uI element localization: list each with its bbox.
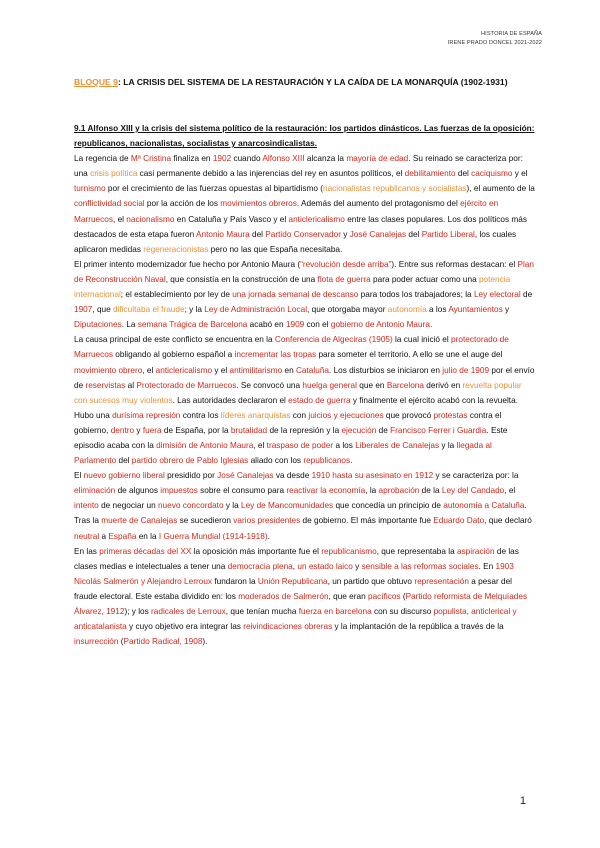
text-run: . [350,456,353,466]
highlighted-text: 1909 [285,320,305,330]
text-run: del [249,229,266,239]
text-run: en [282,365,296,375]
text-run: presidido por [164,471,218,481]
highlighted-text: gobierno de Antonio Maura [330,320,430,330]
highlighted-text: Unión Republicana [257,576,328,586]
text-run: El primer intento modernizador fue hecho por Antonio Maura ( [74,259,301,269]
highlighted-text: brutalidad [230,425,268,435]
highlighted-text: Partido Conservador [265,229,341,239]
paragraph-semana-tragica [74,332,536,468]
text-run: y la [223,501,241,511]
highlighted-text: fuera [142,425,162,435]
highlighted-text: Antonio Maura [196,229,250,239]
header-subject: HISTORIA DE ESPAÑA [481,31,542,37]
highlighted-text: Francisco Ferrer i Guardia [390,425,487,435]
highlighted-text: Ley de Mancomunidades [240,501,334,511]
highlighted-text: anticlericalismo [288,214,345,224]
highlighted-text: movimientos obreros [220,199,297,209]
highlighted-text: varios presidentes [233,516,301,526]
highlighted-text: fuerza en barcelona [298,607,372,616]
text-run: de algunos [115,486,161,496]
text-run: . En [478,561,496,571]
highlighted-text: protectorado de Marruecos [74,335,509,360]
text-run: . Su reinado se caracteriza por: una [74,154,523,179]
bloque-colon: : [117,77,121,87]
highlighted-text: Ley del Candado [441,486,505,496]
text-run: de gobierno. El más importante fue [300,516,434,526]
highlighted-text: nacionalistas republicanos y socialistas [323,184,467,194]
text-run: aliado con los [248,456,304,466]
text-run: , que consistía en la construcción de una [165,274,318,284]
highlighted-text: estado de guerra [288,395,351,405]
text-run: , un partido que obtuvo [327,576,415,586]
text-run: y la [439,440,457,450]
text-run: La regencia de [74,154,131,164]
highlighted-text: anticlericalismo [155,365,213,375]
highlighted-text: antimilitarismo [229,365,283,375]
text-run: para poder actuar como una [370,274,479,284]
highlighted-text: juicios y ejecuciones [308,410,384,420]
highlighted-text: eliminación [74,486,116,496]
text-run: , la [365,486,379,496]
text-run: del [455,169,472,179]
text-run: de las clases medias e intelectuales a tener una [74,546,519,571]
highlighted-text: turnismo [74,184,106,194]
document-body [74,121,536,649]
text-run: El [74,471,84,481]
highlighted-text: Plan de Reconstrucción Naval [74,259,534,284]
highlighted-text: revuelta popular con sucesos muy violentos [74,380,522,405]
text-run: , el [504,486,516,496]
highlighted-text: populista, anticlerical y anticatalanista [74,607,517,632]
highlighted-text: ejército en Marruecos [74,199,499,224]
text-run: y cuyo objetivo era integrar las [126,622,244,632]
text-run: ; el establecimiento por ley de [120,290,233,300]
highlighted-text: semana Trágica de Barcelona [137,320,248,330]
text-run: y [352,561,362,571]
highlighted-text: durísima represión [112,410,181,420]
text-run: ); y los [124,607,152,616]
text-run: que provocó [383,410,434,420]
paragraph-republicanismo [74,544,536,650]
highlighted-text: caciquismo [471,169,513,179]
highlighted-text: Partido reformista de Melquíades Álvarez, 1912 [74,591,528,616]
highlighted-text: Eduardo Dato [433,516,485,526]
highlighted-text: 1903 Nicolás Salmerón y Alejandro Lerroux [74,561,514,586]
highlighted-text: protestas [433,410,468,420]
highlighted-text: reactivar la economía [286,486,366,496]
paragraph-maura [74,257,536,332]
highlighted-text: Alfonso XIII [262,154,305,164]
highlighted-text: una jornada semanal de descanso [232,290,359,300]
text-run: con su discurso [371,607,434,616]
highlighted-text: insurrección [74,637,119,647]
highlighted-text: traspaso de poder [266,440,334,450]
text-run: , el [253,440,267,450]
highlighted-text: Partido Radical, 1908 [123,637,203,647]
highlighted-text: reservistas [85,380,126,390]
highlighted-text: Ley electoral [473,290,521,300]
text-run: . Las autoridades declararon el [172,395,289,405]
text-run: pero no las que España necesitaba. [208,244,343,254]
highlighted-text: mayoría de edad [346,154,409,164]
highlighted-text: impuestos [160,486,198,496]
text-run: y el [212,365,230,375]
highlighted-text: Conferencia de Algeciras (1905) [274,335,393,345]
highlighted-text: primeras décadas del XX [99,546,192,556]
text-run: se sucedieron [177,516,234,526]
text-run: cuando [231,154,263,164]
text-run: que concedía un principio de [333,501,444,511]
highlighted-text: Ley de Administración Local [204,305,308,315]
highlighted-text: Ayuntamientos [448,305,503,315]
text-run: sobre el consumo para [197,486,287,496]
text-run: de la [419,486,442,496]
text-run: y se caracteriza por: la [433,471,519,481]
highlighted-text: José Canalejas [217,471,274,481]
text-run: con [290,410,309,420]
text-run: ), el aumento de la [466,184,535,194]
text-run: , el [112,214,127,224]
paragraph-canalejas [74,468,536,543]
highlighted-text: republicanismo [321,546,377,556]
text-run: de negociar un [98,501,158,511]
text-run: . Este episodio acaba con la [74,425,508,450]
highlighted-text: aspiración [456,546,495,556]
highlighted-text: partido obrero de Pablo Iglesias [131,456,249,466]
text-run: va desde [273,471,312,481]
bloque-label: BLOQUE 9 [74,77,118,87]
highlighted-text: 1907 [74,305,93,315]
highlighted-text: sensible a las reformas sociales [361,561,479,571]
bloque-title-text: LA CRISIS DEL SISTEMA DE LA RESTAURACIÓN Y LA CAÍDA DE LA MONARQUÍA (1902-1931) [120,77,508,87]
text-run: a pesar del fraude electoral. Este estaba dividido en: los [74,576,513,601]
highlighted-text: líderes anarquistas [220,410,291,420]
highlighted-text: Liberales de Canalejas [355,440,440,450]
text-run: con el [304,320,331,330]
text-run: de la represión y la [267,425,342,435]
text-run: de [376,425,391,435]
text-run: contra el gobierno, [74,410,502,435]
text-run: ). [202,637,208,647]
highlighted-text: pacíficos [367,591,401,601]
text-run: a los [333,440,356,450]
text-run: y finalmente el ejército acabó con la revuelta. Hubo una [74,395,518,420]
text-run: . La [121,320,138,330]
highlighted-text: regeneracionistas [143,244,209,254]
text-run: de España, por la [161,425,231,435]
text-run: y la implantación de la república a través de la [332,622,504,632]
text-run: y el [512,169,528,179]
text-run: para todos los trabajadores; la [358,290,474,300]
highlighted-text: huelga general [302,380,357,390]
text-run: entre las clases populares. Los dos políticos más destacados de esta etapa fueron [74,214,527,239]
highlighted-text: dimisión de Antonio Maura [156,440,254,450]
text-run: , que eran [328,591,368,601]
highlighted-text: conflictividad social [74,199,145,209]
text-run: obligando al gobierno español a [112,350,235,360]
text-run: . [267,531,270,541]
text-run: ( [400,591,406,601]
highlighted-text: republicanos [303,456,351,466]
text-run: la cual inició el [392,335,452,345]
text-run: , los cuales aplicaron medidas [74,229,517,254]
text-run: ; y la [184,305,205,315]
highlighted-text: muerte de Canalejas [101,516,178,526]
highlighted-text: reivindicaciones obreras [243,622,333,632]
highlighted-text: nuevo concordato [157,501,224,511]
highlighted-text: José Canalejas [349,229,407,239]
text-run: . Tras la [74,501,527,526]
highlighted-text: “revolución desde arriba” [300,259,392,269]
highlighted-text: Diputaciones [74,320,122,330]
highlighted-text: nacionalismo [126,214,175,224]
text-run: a [99,531,109,541]
text-run: En las [74,546,100,556]
text-run: contra los [180,410,221,420]
header-author: IRENE PRADO DONCEL 2021-2022 [447,40,542,46]
highlighted-text: flota de guerra [317,274,371,284]
highlighted-text: Partido Liberal [421,229,475,239]
highlighted-text: Cataluña [295,365,329,375]
highlighted-text: España [108,531,137,541]
text-run: . Además del aumento del protagonismo del [296,199,461,209]
highlighted-text: dentro [110,425,135,435]
highlighted-text: aprobación [378,486,420,496]
text-run: , que declaró [484,516,532,526]
text-run: en Cataluña y País Vasco y el [174,214,289,224]
text-run: a los [426,305,449,315]
highlighted-text: un estado laico [297,561,353,571]
text-run: casi permanente debido a las injerencias del rey en asuntos políticos, el [137,169,405,179]
highlighted-text: 1902 [212,154,232,164]
text-run: , que representaba la [376,546,457,556]
text-run: del [406,229,422,239]
text-run: y [340,229,350,239]
highlighted-text: debilitamiento [404,169,456,179]
paragraph-reinado [74,151,536,257]
highlighted-text: representación [414,576,469,586]
text-run: de [520,290,533,300]
text-run: por el envío de [74,365,535,390]
text-run: , que tenían mucha [225,607,299,616]
text-run: la oposición más importante fue el [191,546,322,556]
highlighted-text: moderados de Salmerón [238,591,329,601]
text-run: del [116,456,132,466]
section-heading: 9.1 Alfonso XIII y la crisis del sistema político de la restauración: los partidos dinásticos. Las fuerzas de la oposición: republicanos, nacionalistas, socialistas y anarcosindicalistas. [74,124,535,149]
document-title [74,75,544,90]
text-run: por la acción de los [144,199,221,209]
page-number: 1 [519,795,526,807]
highlighted-text: 1910 hasta su asesinato en 1912 [311,471,434,481]
highlighted-text: incrementar las tropas [234,350,317,360]
text-run: alcanza la [304,154,347,164]
text-run: . Se convocó una [236,380,303,390]
highlighted-text: movimiento obrero [74,365,143,375]
highlighted-text: potencia internacional [74,274,511,300]
highlighted-text: autonomía a Cataluña [443,501,525,511]
highlighted-text: autonomía [387,305,427,315]
text-run: por el crecimiento de las fuerzas opuestas al bipartidismo ( [105,184,323,194]
highlighted-text: ejecución [341,425,377,435]
text-run: . [429,320,433,330]
page-header [448,30,542,48]
text-run: fundaron la [212,576,258,586]
text-run: ( [118,637,124,647]
highlighted-text: julio de 1909 [442,365,490,375]
text-run: , [292,561,298,571]
text-run: y [134,425,143,435]
highlighted-text: neutral [74,531,100,541]
text-run: para someter el territorio. A ello se une el auge del [316,350,503,360]
highlighted-text: intento [74,501,99,511]
highlighted-text: Mª Cristina [130,154,172,164]
text-run: que en [356,380,387,390]
highlighted-text: crisis política [90,169,138,179]
text-run: al [125,380,137,390]
highlighted-text: Protectorado de Marruecos [136,380,237,390]
highlighted-text: democracia plena [227,561,293,571]
text-run: La causa principal de este conflicto se encuentra en la [74,335,275,345]
highlighted-text: nuevo gobierno liberal [83,471,165,481]
text-run: finaliza en [171,154,213,164]
highlighted-text: dificultaba el fraude [113,305,185,315]
text-run: derivó en [423,380,463,390]
highlighted-text: Barcelona [386,380,424,390]
text-run: , el [142,365,156,375]
highlighted-text: radicales de Lerroux [151,607,226,616]
text-run: y [502,305,510,315]
highlighted-text: llegada al Parlamento [74,440,492,466]
text-run: , que [92,305,114,315]
text-run: , que otorgaba mayor [307,305,388,315]
text-run: ). Entre sus reformas destacan: el [391,259,518,269]
text-run: . Los disturbios se iniciaron en [329,365,443,375]
text-run: acabó en [247,320,286,330]
text-run: en la [136,531,159,541]
highlighted-text: I Guerra Mundial (1914-1918) [158,531,268,541]
